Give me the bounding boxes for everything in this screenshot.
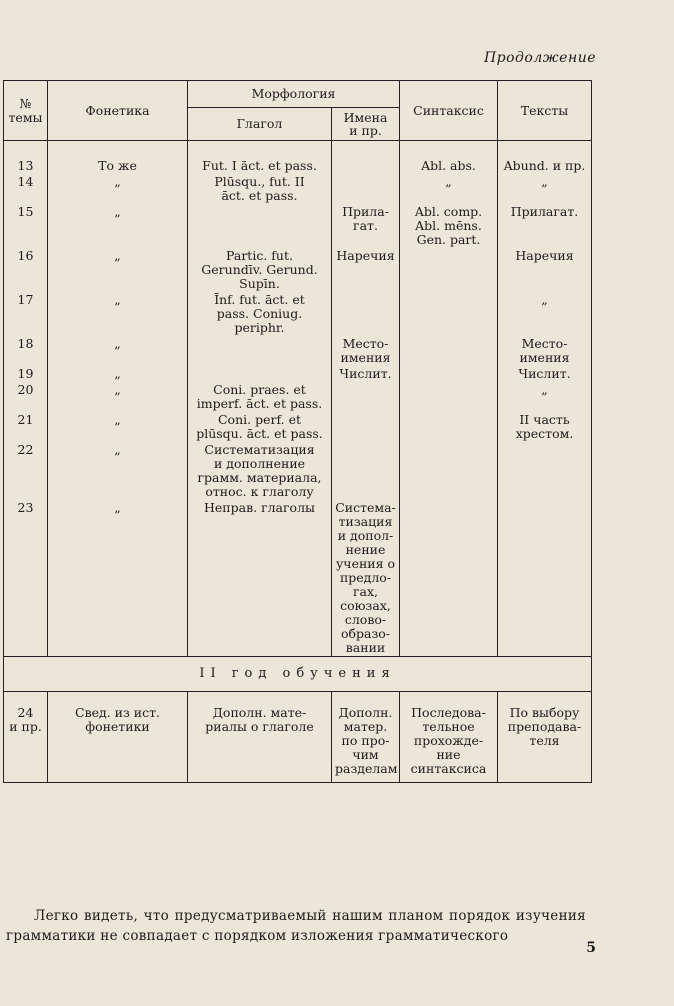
cell-verb: Plūsqu., fut. II āct. et pass.: [188, 174, 332, 204]
header-verb: Глагол: [188, 108, 332, 141]
cell-texts: [498, 500, 592, 657]
table-row: [4, 336, 592, 366]
cell-texts: „: [498, 292, 592, 336]
cell-nouns: [332, 442, 400, 500]
cell-phonetics: „: [48, 336, 188, 366]
cell-nouns: [332, 292, 400, 336]
cell-texts: Наречия: [498, 248, 592, 292]
cell-phonetics: „: [48, 500, 188, 657]
cell-phonetics: „: [48, 292, 188, 336]
cell-topic-number: 17: [4, 292, 48, 336]
cell-syntax: [400, 500, 498, 657]
cell-syntax: [400, 412, 498, 442]
table-row: [4, 412, 592, 442]
continued-label: Продолжение: [483, 50, 596, 66]
cell-topic-number: 22: [4, 442, 48, 500]
cell-texts: „: [498, 174, 592, 204]
cell-phonetics: „: [48, 248, 188, 292]
cell-phonetics: Свед. из ист. фонетики: [48, 692, 188, 783]
cell-syntax: Последова- тельное прохожде- ние синтаксиса: [400, 692, 498, 783]
cell-topic-number: 18: [4, 336, 48, 366]
cell-syntax: [400, 382, 498, 412]
header-morphology: Морфология: [188, 81, 400, 108]
cell-syntax: [400, 336, 498, 366]
cell-verb: Fut. I āct. et pass.: [188, 141, 332, 175]
cell-texts: Abund. и пр.: [498, 141, 592, 175]
body-paragraph: Легко видеть, что предусматриваемый нашим планом порядок изучения грамматики не совпадает с порядком изложения грамматического: [6, 908, 586, 944]
cell-topic-number: 13: [4, 141, 48, 175]
cell-verb: Неправ. глаголы: [188, 500, 332, 657]
cell-syntax: Abl. abs.: [400, 141, 498, 175]
cell-verb: Partic. fut. Gerundīv. Gerund. Supīn.: [188, 248, 332, 292]
cell-topic-number: 21: [4, 412, 48, 442]
cell-syntax: Abl. comp. Abl. mēns. Gen. part.: [400, 204, 498, 248]
header-nouns: Имена и пр.: [332, 108, 400, 141]
cell-syntax: „: [400, 174, 498, 204]
cell-nouns: [332, 141, 400, 175]
page-number: 5: [586, 940, 596, 956]
cell-syntax: [400, 292, 498, 336]
year-divider-row: [4, 657, 592, 692]
cell-phonetics: „: [48, 442, 188, 500]
cell-phonetics: „: [48, 204, 188, 248]
table-row: [4, 500, 592, 657]
cell-topic-number: 24 и пр.: [4, 692, 48, 783]
cell-topic-number: 19: [4, 366, 48, 382]
table-row: [4, 292, 592, 336]
cell-texts: II часть хрестом.: [498, 412, 592, 442]
cell-verb: [188, 204, 332, 248]
cell-nouns: Прила- гат.: [332, 204, 400, 248]
cell-topic-number: 20: [4, 382, 48, 412]
table-row: [4, 366, 592, 382]
cell-nouns: [332, 412, 400, 442]
table-row: [4, 382, 592, 412]
cell-texts: Числит.: [498, 366, 592, 382]
cell-texts: [498, 442, 592, 500]
cell-phonetics: „: [48, 382, 188, 412]
cell-topic-number: 16: [4, 248, 48, 292]
year-label: II год обучения: [4, 657, 592, 692]
cell-phonetics: „: [48, 412, 188, 442]
cell-topic-number: 23: [4, 500, 48, 657]
study-plan-table: [3, 80, 592, 783]
cell-nouns: Дополн. матер. по про- чим разделам: [332, 692, 400, 783]
cell-verb: [188, 366, 332, 382]
cell-syntax: [400, 248, 498, 292]
table-body-year-2: [4, 692, 592, 783]
cell-syntax: [400, 442, 498, 500]
cell-nouns: [332, 174, 400, 204]
cell-syntax: [400, 366, 498, 382]
cell-topic-number: 15: [4, 204, 48, 248]
cell-texts: Прилагат.: [498, 204, 592, 248]
cell-nouns: [332, 382, 400, 412]
table-row: [4, 204, 592, 248]
header-texts: Тексты: [498, 81, 592, 141]
cell-phonetics: „: [48, 174, 188, 204]
cell-texts: Место- имения: [498, 336, 592, 366]
cell-nouns: Наречия: [332, 248, 400, 292]
table-row: [4, 248, 592, 292]
cell-texts: „: [498, 382, 592, 412]
cell-nouns: Система- тизация и допол- нение учения о предло- гах, союзах, слово- образо- вании: [332, 500, 400, 657]
table-row: [4, 141, 592, 175]
cell-verb: [188, 336, 332, 366]
cell-verb: Coni. perf. et plūsqu. āct. et pass.: [188, 412, 332, 442]
cell-topic-number: 14: [4, 174, 48, 204]
table-body-year-1: [4, 141, 592, 657]
cell-verb: Дополн. мате- риалы о глаголе: [188, 692, 332, 783]
table-row: [4, 692, 592, 783]
header-phonetics: Фонетика: [48, 81, 188, 141]
header-topic-number: № темы: [4, 81, 48, 141]
cell-verb: Īnf. fut. āct. et pass. Coniug. periphr.: [188, 292, 332, 336]
table-row: [4, 442, 592, 500]
cell-verb: Coni. praes. et imperf. āct. et pass.: [188, 382, 332, 412]
cell-phonetics: То же: [48, 141, 188, 175]
table-row: [4, 174, 592, 204]
header-syntax: Синтаксис: [400, 81, 498, 141]
cell-verb: Систематизация и дополнение грамм. материала, относ. к глаголу: [188, 442, 332, 500]
cell-nouns: Место- имения: [332, 336, 400, 366]
cell-nouns: Числит.: [332, 366, 400, 382]
cell-phonetics: „: [48, 366, 188, 382]
cell-texts: По выбору преподава- теля: [498, 692, 592, 783]
